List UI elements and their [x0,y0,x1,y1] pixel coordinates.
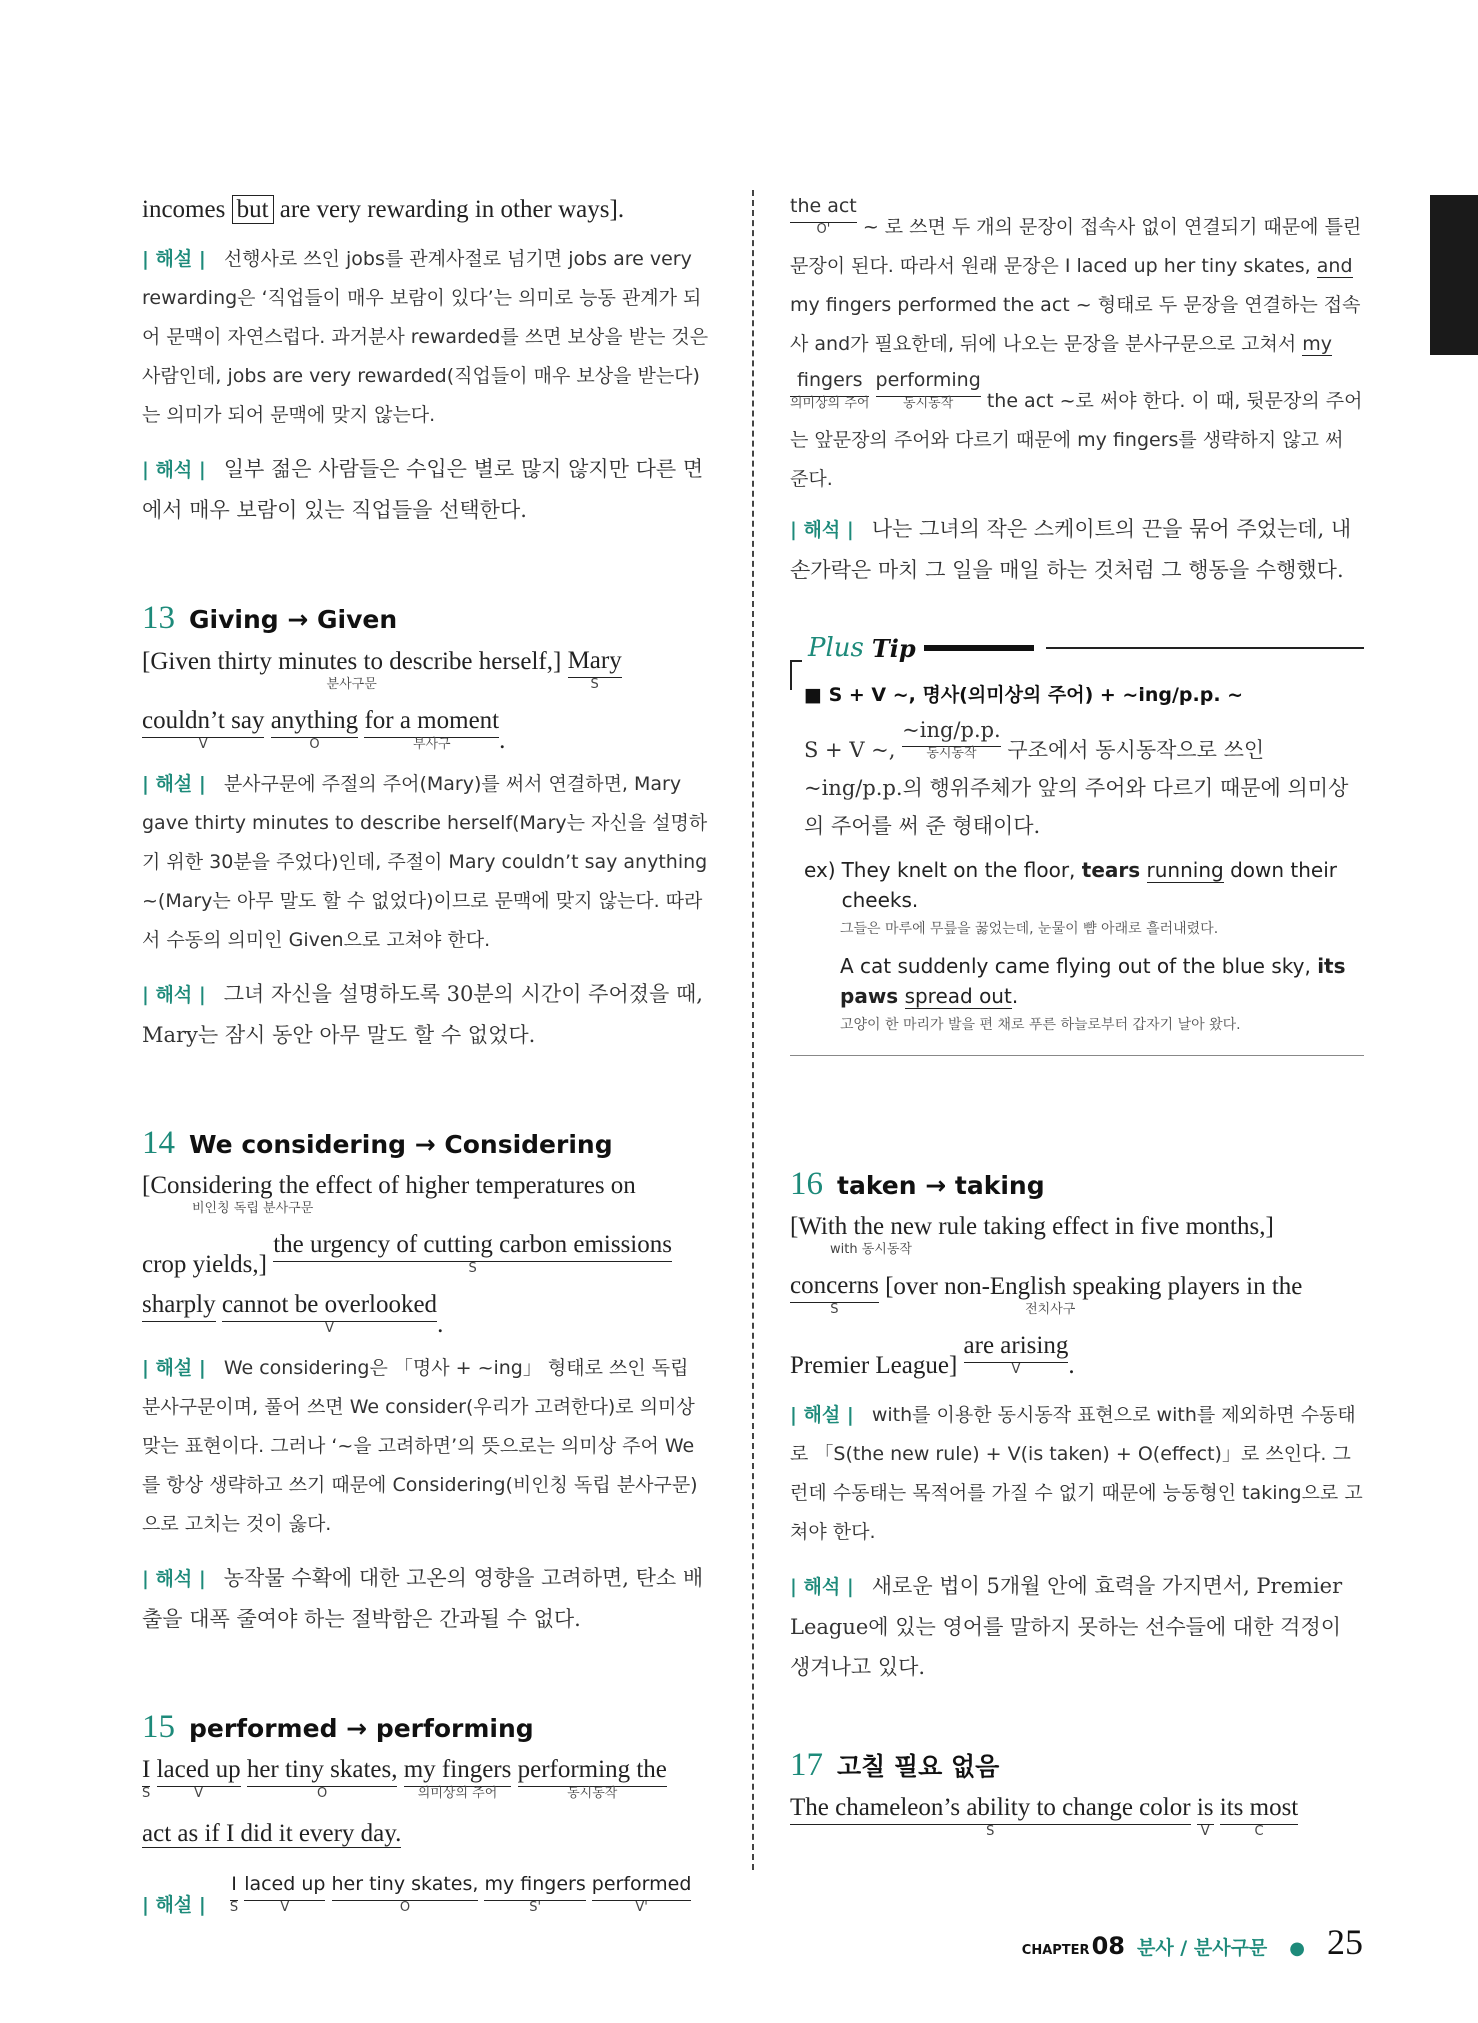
q13-sentence-line1: [Given thirty minutes to describe herself,] 분사구문 Mary S [142,647,622,692]
q15-sentence-line1: I S laced up V her tiny skates, O my fingers 의미상의 주어 performing the 동시동작 [142,1756,667,1801]
q13-explanation: | 해설 | 분사구문에 주절의 주어(Mary)를 써서 연결하면, Mary gave thirty minutes to describe herself(Mary는 자신을 설명하기 위한 30분을 주었다)인데, 주절이 Mary couldn’t say anything ~(Mary는 아무 말도 할 수 없었다)이므로 문맥에 맞지 않는다. 따라서 수동의 의미인 Given으로 고쳐야 한다. [142,773,708,951]
q16-sentence-line3: Premier League] are arising V . [790,1332,1075,1379]
plus-tip-bracket [790,660,802,690]
chapter-tab [1430,195,1478,355]
q13-heading: 13 Giving → Given [142,600,398,636]
q15-sentence-line2: act as if I did it every day. [142,1820,402,1847]
plus-tip-text: S + V ~, ~ing/p.p. 동시동작 구조에서 동시동작으로 쓰인 ~ing/p.p.의 행위주체가 앞의 주어와 다르기 때문에 의미상의 주어를 써 준 형태이다. [804,714,1364,845]
q14-translation: | 해석 | 농작물 수확에 대한 고온의 영향을 고려하면, 탄소 배출을 대폭 줄여야 하는 절박함은 간과될 수 없다. [142,1566,704,1631]
q14-sentence-line2: crop yields,] the urgency of cutting carbon emissions S [142,1231,672,1278]
chapter-label: CHAPTER [1021,1943,1090,1958]
q12-sentence-tail: incomes but are very rewarding in other ways]. [142,196,625,223]
q15-explanation-continued: the act O' ~ 로 쓰면 두 개의 문장이 접속사 없이 연결되기 때문에 틀린 문장이 된다. 따라서 원래 문장은 I laced up her tiny skates, and my fingers performed the act ~ 형태로 두 문장을 연결하는 접속사 and가 필요한데, 뒤에 나오는 문장을 분사구문으로 고쳐서 my fingers 의미상의 주어 performing 동시동작 the act ~로 써야 한다. 이 때, 뒷문장의 주어는 앞문장의 주어와 다르기 때문에 my fingers를 생략하지 않고 써 준다. [790,190,1364,499]
chapter-number: 08 [1091,1932,1125,1960]
q14-sentence-line3: sharply cannot be overlooked V . [142,1291,444,1338]
plus-tip-rule [1046,647,1364,649]
q12-translation: | 해석 | 일부 젊은 사람들은 수입은 별로 많지 않지만 다른 면에서 매우 보람이 있는 직업들을 선택한다. [142,457,704,522]
q15-translation: | 해석 | 나는 그녀의 작은 스케이트의 끈을 묶어 주었는데, 내 손가락은 마치 그 일을 매일 하는 것처럼 그 행동을 수행했다. [790,517,1352,582]
q16-translation: | 해석 | 새로운 법이 5개월 안에 효력을 가지면서, Premier League에 있는 영어를 말하지 못하는 선수들에 대한 걱정이 생겨나고 있다. [790,1574,1343,1679]
plus-logo: Plus [808,633,864,663]
q14-sentence-line1: [Considering the effect of higher temperatures on 비인칭 독립 분사구문 [142,1172,636,1216]
q16-sentence-line1: [With the new rule taking effect in five months,] with 동시동작 [790,1213,1274,1257]
example-1-translation: 그들은 마루에 무릎을 꿇었는데, 눈물이 뺨 아래로 흘러내렸다. [840,921,1219,937]
tip-logo: Tip [871,633,916,663]
right-column [790,190,1364,1852]
q15-explanation-start: | 해설 | I S laced up V her tiny skates, O my fingers S' performed V' [142,1868,712,1917]
plus-tip-body [790,668,1364,1056]
example-2-translation: 고양이 한 마리가 발을 편 채로 푸른 하늘로부터 갑자기 날아 왔다. [840,1017,1241,1033]
q16-heading: 16 taken → taking [790,1166,1045,1202]
q16-explanation: | 해설 | with를 이용한 동시동작 표현으로 with를 제외하면 수동태로 「S(the new rule) + V(is taken) + O(effect)」로 쓰인다. 그런데 수동태는 목적어를 가질 수 없기 때문에 능동형인 taking으로 고쳐야 한다. [790,1404,1363,1543]
q14-heading: 14 We considering → Considering [142,1125,613,1161]
footer-dot-icon: ● [1289,1938,1305,1959]
q14-explanation: | 해설 | We considering은 「명사 + ~ing」 형태로 쓰인 독립 분사구문이며, 풀어 쓰면 We consider(우리가 고려한다)로 의미상 맞는 표현이다. 그러나 ‘~을 고려하면’의 뜻으로는 의미상 주어 We를 항상 생략하고 쓰기 때문에 Considering(비인칭 독립 분사구문)으로 고치는 것이 옳다. [142,1357,698,1535]
page-number: 25 [1327,1922,1363,1962]
plus-tip-heading: ■ S + V ~, 명사(의미상의 주어) + ~ing/p.p. ~ [804,684,1244,706]
q13-sentence-line2: couldn’t say V anything O for a moment 부사구 . [142,707,506,754]
column-divider [752,190,754,1870]
q17-heading: 17 고칠 필요 없음 [790,1747,1000,1783]
page-footer [1022,1921,1363,1963]
q13-translation: | 해석 | 그녀 자신을 설명하도록 30분의 시간이 주어졌을 때, Mary는 잠시 동안 아무 말도 할 수 없었다. [142,982,703,1047]
q16-sentence-line2: concerns S [over non-English speaking players in the 전치사구 [790,1272,1303,1317]
chapter-subject: 분사 / 분사구문 [1136,1937,1268,1959]
q12-explanation: | 해설 | 선행사로 쓰인 jobs를 관계사절로 넘기면 jobs are very rewarding은 ‘직업들이 매우 보람이 있다’는 의미로 능동 관계가 되어 문맥이 자연스럽다. 과거분사 rewarded를 쓰면 보상을 받는 것은 사람인데, jobs are very rewarded(직업들이 매우 보상을 받는다)는 의미가 되어 문맥에 맞지 않는다. [142,248,709,426]
q15-heading: 15 performed → performing [142,1709,534,1745]
example-1: ex) They knelt on the floor, tears running down their cheeks. [804,858,1337,912]
plus-tip-header [790,628,1364,668]
plus-tip-bar [924,645,1034,651]
example-2: A cat suddenly came flying out of the blue sky, its paws spread out. [840,954,1346,1008]
boxed-word: but [232,195,274,224]
left-column [142,190,712,1921]
q17-sentence: The chameleon’s ability to change color S is V its most C [790,1794,1299,1839]
plus-tip-box [790,628,1364,1056]
